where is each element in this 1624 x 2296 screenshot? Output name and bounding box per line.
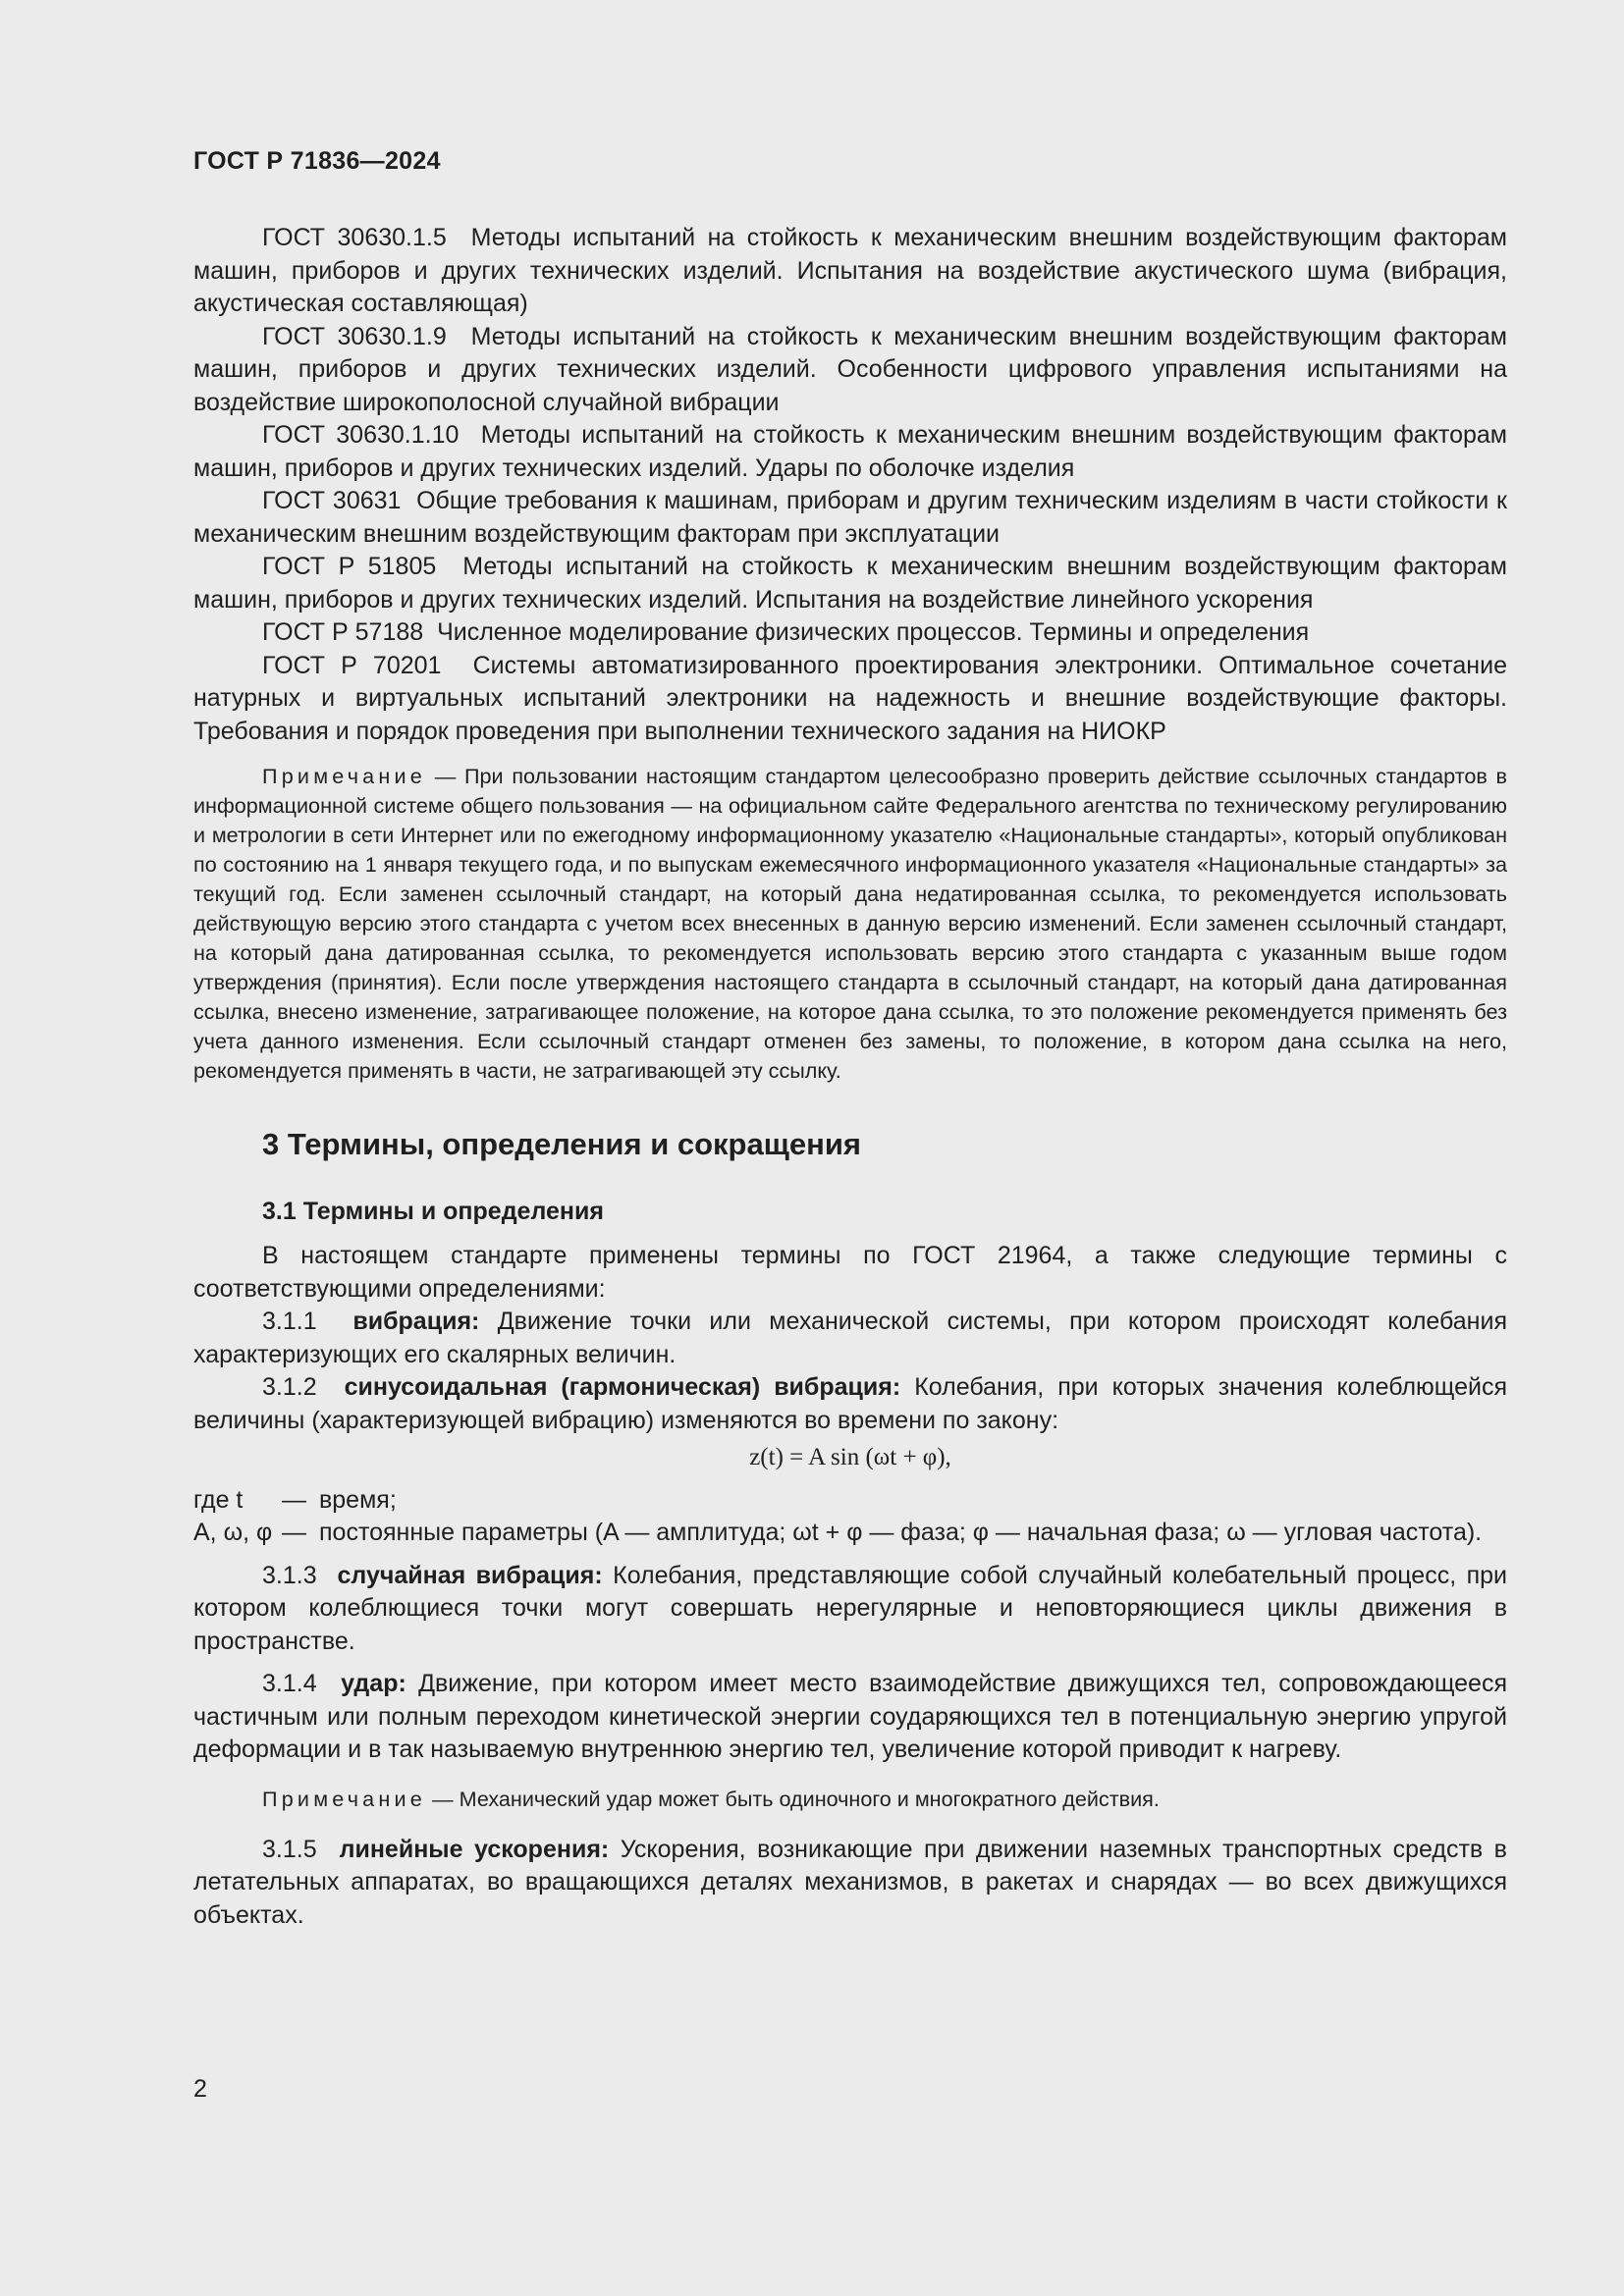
reference-item: ГОСТ Р 57188 Численное моделирование физических процессов. Термины и определения bbox=[262, 618, 1310, 646]
note-text: — При пользовании настоящим стандартом целесообразно проверить действие ссылочных стандартов в информационной системе общего пользования — на официальном сайте Федерального агентства по техническому регулированию и метрологии в сети Интернет или по ежегодному информационному указателю «Национальные стандарты», который опубликован по состоянию на 1 января текущего года, и по выпускам ежемесячного информационного указателя «Национальные стандарты» за текущий год. Если заменен ссылочный стандарт, на который дана недатированная ссылка, то рекомендуется использовать действующую версию этого стандарта с учетом всех внесенных в данную версию изменений. Если заменен ссылочный стандарт, на который дана датированная ссылка, то рекомендуется использовать версию этого стандарта с указанным выше годом утверждения (принятия). Если после утверждения настоящего стандарта в ссылочный стандарт, на который дана датированная ссылка, внесено изменение, затрагивающее положение, на которое дана ссылка, то это положение рекомендуется применять без учета данного изменения. Если ссылочный стандарт отменен без замены, то положение, в котором дана ссылка на него, рекомендуется применять в части, не затрагивающей эту ссылку. bbox=[193, 764, 1508, 1083]
document-header: ГОСТ Р 71836—2024 bbox=[193, 147, 441, 175]
page-number: 2 bbox=[193, 2075, 207, 2103]
page-content bbox=[193, 222, 1507, 1932]
term-name: синусоидальная (гармоническая) вибрация: bbox=[344, 1373, 901, 1401]
note-label: Примечание bbox=[262, 1786, 426, 1811]
terms-intro: В настоящем стандарте применены термины по ГОСТ 21964, а также следующие термины с соответствующими определениями: bbox=[193, 1242, 1507, 1303]
reference-item: ГОСТ 30630.1.5 Методы испытаний на стойкость к механическим внешним воздействующим факторам машин, приборов и других технических изделий. Испытания на воздействие акустического шума (вибрация, акустическая составляющая) bbox=[193, 224, 1507, 317]
note-label: Примечание bbox=[262, 764, 426, 788]
reference-note bbox=[193, 762, 1507, 1086]
term-item: 3.1.3 случайная вибрация: Колебания, представляющие собой случайный колебательный процесс, при котором колеблющиеся точки могут совершать нерегулярные и неповторяющиеся циклы движения в пространстве. bbox=[193, 1561, 1507, 1655]
note-text: — Механический удар может быть одиночного и многократного действия. bbox=[432, 1786, 1160, 1811]
formula: z(t) = A sin (ωt + φ), bbox=[749, 1444, 951, 1470]
term-note bbox=[193, 1785, 1507, 1814]
term-item: 3.1.5 линейные ускорения: Ускорения, возникающие при движении наземных транспортных средств в летательных аппаратах, во вращающихся деталях механизмов, в ракетах и снарядах — во всех движущихся объектах. bbox=[193, 1835, 1507, 1929]
term-item: 3.1.4 удар: Движение, при котором имеет место взаимодействие движущихся тел, сопровождающееся частичным или полным переходом кинетической энергии соударяющихся тел в потенциальную энергию упругой деформации и в так называемую внутреннюю энергию тел, увеличение которой приводит к нагреву. bbox=[193, 1670, 1507, 1763]
section-title: 3 Термины, определения и сокращения bbox=[262, 1127, 861, 1161]
reference-item: ГОСТ 30630.1.10 Методы испытаний на стойкость к механическим внешним воздействующим факторам машин, приборов и других технических изделий. Удары по оболочке изделия bbox=[193, 421, 1507, 482]
term-name: случайная вибрация: bbox=[337, 1561, 603, 1589]
term-name: вибрация: bbox=[352, 1308, 480, 1335]
term-item: 3.1.1 вибрация: Движение точки или механической системы, при котором происходят колебания характеризующих его скалярных величин. bbox=[193, 1308, 1507, 1368]
term-name: удар: bbox=[341, 1670, 406, 1697]
reference-item: ГОСТ Р 70201 Системы автоматизированного проектирования электроники. Оптимальное сочетание натурных и виртуальных испытаний электроники на надежность и внешние воздействующие факторы. Требования и порядок проведения при выполнении технического задания на НИОКР bbox=[193, 651, 1507, 745]
legend-row: A, ω, φ — постоянные параметры (A — амплитуда; ωt + φ — фаза; φ — начальная фаза; ω — угловая частота). bbox=[193, 1519, 1483, 1546]
reference-item: ГОСТ 30630.1.9 Методы испытаний на стойкость к механическим внешним воздействующим факторам машин, приборов и других технических изделий. Особенности цифрового управления испытаниями на воздействие широкополосной случайной вибрации bbox=[193, 322, 1507, 416]
reference-item: ГОСТ Р 51805 Методы испытаний на стойкость к механическим внешним воздействующим факторам машин, приборов и других технических изделий. Испытания на воздействие линейного ускорения bbox=[193, 553, 1507, 614]
term-name: линейные ускорения: bbox=[339, 1835, 610, 1863]
legend-row: где t — время; bbox=[193, 1485, 397, 1514]
formula-legend bbox=[193, 1484, 1507, 1550]
subsection-title: 3.1 Термины и определения bbox=[262, 1198, 604, 1225]
term-item: 3.1.2 синусоидальная (гармоническая) вибрация: Колебания, при которых значения колеблющейся величины (характеризующей вибрацию) изменяются во времени по закону: bbox=[193, 1373, 1507, 1434]
reference-item: ГОСТ 30631 Общие требования к машинам, приборам и другим техническим изделиям в части стойкости к механическим внешним воздействующим факторам при эксплуатации bbox=[193, 487, 1507, 548]
